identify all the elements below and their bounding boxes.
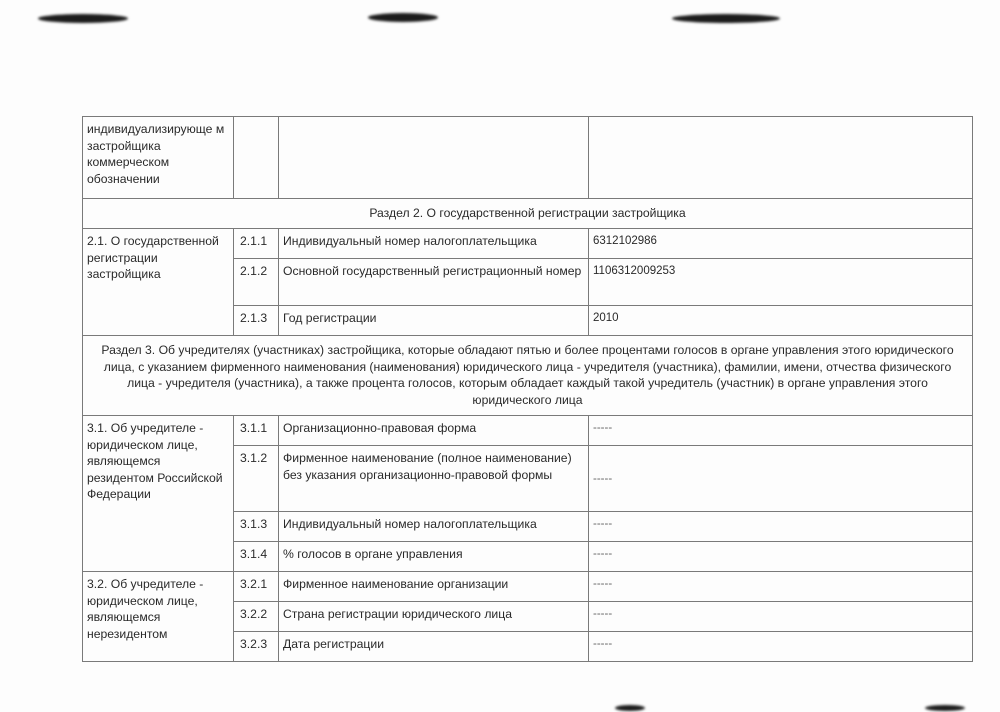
table-row [83, 229, 973, 259]
group-label: 3.2. Об учредителе - юридическом лице, являющемся нерезидентом [83, 572, 234, 662]
row-number: 2.1.2 [234, 259, 279, 306]
empty-cell [589, 117, 973, 199]
row-value: ----- [589, 572, 973, 602]
row-name: Фирменное наименование организации [279, 572, 589, 602]
registration-table [82, 116, 973, 662]
row-number: 3.2.1 [234, 572, 279, 602]
scan-artifact [368, 13, 438, 22]
row-value: ----- [589, 416, 973, 446]
scan-artifact [672, 14, 780, 23]
row-value: ----- [589, 602, 973, 632]
row-name: Страна регистрации юридического лица [279, 602, 589, 632]
group-label: 3.1. Об учредителе - юридическом лице, являющемся резидентом Российской Федерации [83, 416, 234, 572]
table-row [83, 416, 973, 446]
row-name: % голосов в органе управления [279, 542, 589, 572]
row-number: 3.2.2 [234, 602, 279, 632]
scan-artifact [925, 705, 965, 711]
row-name: Год регистрации [279, 306, 589, 336]
row-value: 1106312009253 [589, 259, 973, 306]
row-value: 6312102986 [589, 229, 973, 259]
row-number: 2.1.3 [234, 306, 279, 336]
table-row [83, 572, 973, 602]
row-name: Дата регистрации [279, 632, 589, 662]
section-3-title: Раздел 3. Об учредителях (участниках) застройщика, которые обладают пятью и более процентами голосов в органе управления этого юридического лица, с указанием фирменного наименования (наименования) юридического лица - учредителя (участника), фамилии, имени, отчества физического лица - учредителя (участника), а также процента голосов, которым обладает каждый такой учредитель (участник) в органе управления этого юридического лица [83, 336, 973, 416]
row-value: ----- [589, 542, 973, 572]
scan-artifact [38, 14, 128, 23]
row-name: Основной государственный регистрационный номер [279, 259, 589, 306]
section-2-title: Раздел 2. О государственной регистрации застройщика [83, 199, 973, 229]
empty-cell [234, 117, 279, 199]
section-header-row [83, 199, 973, 229]
table-row [83, 117, 973, 199]
group-label: 2.1. О государственной регистрации застройщика [83, 229, 234, 336]
empty-cell [279, 117, 589, 199]
row-name: Индивидуальный номер налогоплательщика [279, 229, 589, 259]
row-name: Индивидуальный номер налогоплательщика [279, 512, 589, 542]
row-number: 2.1.1 [234, 229, 279, 259]
row-value: ----- [589, 512, 973, 542]
row-name: Организационно-правовая форма [279, 416, 589, 446]
row-number: 3.1.1 [234, 416, 279, 446]
row-value: ----- [589, 446, 973, 512]
row-number: 3.1.2 [234, 446, 279, 512]
row-number: 3.1.3 [234, 512, 279, 542]
scan-artifact [615, 705, 645, 711]
row-label: индивидуализирующе м застройщика коммерческом обозначении [83, 117, 234, 199]
row-name: Фирменное наименование (полное наименование) без указания организационно-правовой формы [279, 446, 589, 512]
row-number: 3.2.3 [234, 632, 279, 662]
row-number: 3.1.4 [234, 542, 279, 572]
row-value: 2010 [589, 306, 973, 336]
section-header-row [83, 336, 973, 416]
row-value: ----- [589, 632, 973, 662]
